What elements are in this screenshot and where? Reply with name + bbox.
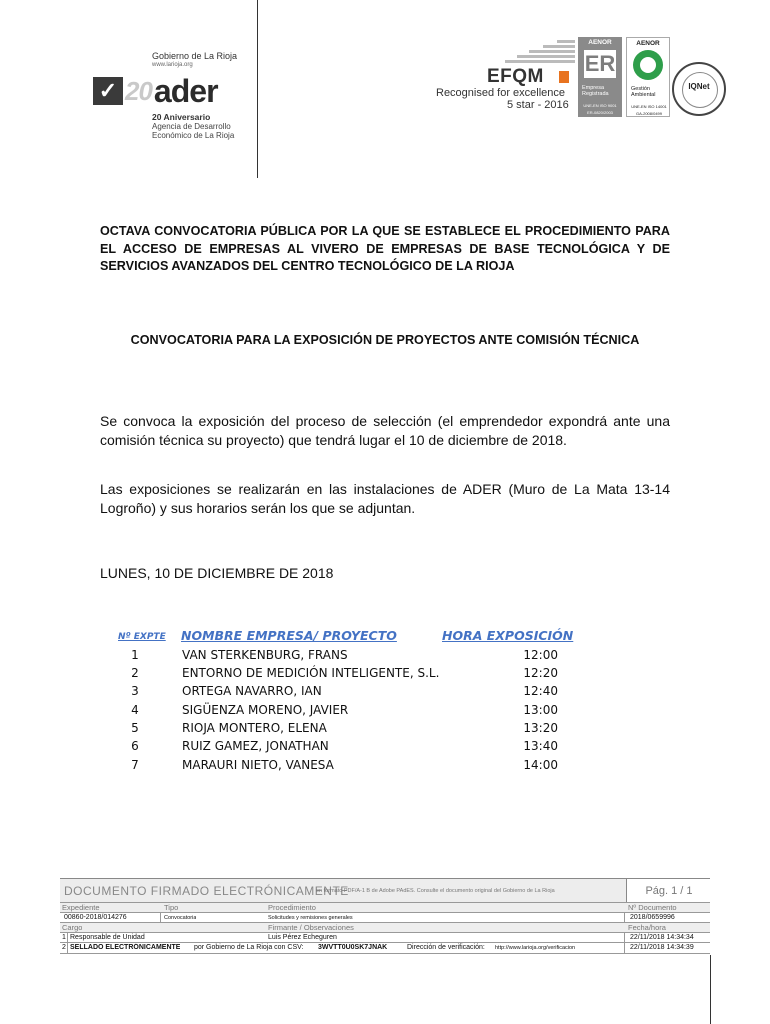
row-time: 12:40	[523, 684, 558, 698]
row-num: 5	[131, 721, 139, 735]
procedimiento-value: Solicitudes y remisiones generales	[268, 915, 353, 921]
h-expediente: Expediente	[62, 903, 100, 912]
aenor-line1: Gestión	[631, 86, 650, 92]
r2-fecha: 22/11/2018 14:34:39	[630, 944, 694, 951]
h-firmante: Firmante / Observaciones	[268, 923, 354, 932]
schedule-row	[0, 739, 770, 757]
row-time: 14:00	[523, 758, 558, 772]
h-ndoc: Nº Documento	[628, 903, 677, 912]
schedule-row	[0, 721, 770, 739]
tipo-value: Convocatoria	[164, 915, 197, 921]
aenor-line2: Ambiental	[631, 92, 656, 98]
row-time: 12:20	[523, 666, 558, 680]
aniversario: 20 Aniversario	[152, 112, 211, 122]
row-num: 3	[131, 684, 139, 698]
schedule-row	[0, 684, 770, 702]
row-time: 13:20	[523, 721, 558, 735]
r2-dir: Dirección de verificación:	[407, 944, 485, 951]
signature-row-2	[60, 942, 710, 954]
page-number: Pág. 1 / 1	[626, 879, 711, 903]
r2-sellado: SELLADO ELECTRÓNICAMENTE	[70, 944, 181, 951]
row-num: 4	[131, 703, 139, 717]
session-date: LUNES, 10 DE DICIEMBRE DE 2018	[100, 565, 334, 581]
iqnet-label: IQNet	[688, 82, 710, 91]
aenor-head: AENOR	[636, 40, 660, 47]
row-time: 13:00	[523, 703, 558, 717]
r2-num: 2	[62, 944, 66, 951]
document-title: OCTAVA CONVOCATORIA PÚBLICA POR LA QUE SE ESTABLECE EL PROCEDIMIENTO PARA EL ACCESO DE EMPRESAS AL VIVERO DE EMPRESAS DE BASE TECNOLÓGICA Y DE SERVICIOS AVANZADOS DEL CENTRO TECNOLÓGICO DE LA RIOJA	[100, 224, 670, 273]
r1-num: 1	[62, 934, 66, 941]
h-fecha: Fecha/hora	[628, 923, 666, 932]
aenor-code1: UNE-EN ISO 9001	[583, 103, 617, 108]
row-name: RIOJA MONTERO, ELENA	[182, 721, 327, 735]
header-nombre: NOMBRE EMPRESA/ PROYECTO	[181, 628, 397, 643]
aenor-line2: Registrada	[582, 91, 609, 97]
row-name: ORTEGA NAVARRO, IAN	[182, 684, 322, 698]
h-tipo: Tipo	[164, 903, 179, 912]
row-name: ENTORNO DE MEDICIÓN INTELIGENTE, S.L.	[182, 666, 440, 680]
header-hora: HORA EXPOSICIÓN	[442, 628, 574, 643]
row-name: MARAURI NIETO, VANESA	[182, 758, 334, 772]
iqnet-seal-icon	[672, 62, 726, 116]
row-time: 12:00	[523, 648, 558, 662]
row-num: 1	[131, 648, 139, 662]
efqm-logo: EFQM	[487, 66, 544, 87]
row-num: 6	[131, 739, 139, 753]
header-num-expte: Nº EXPTE	[118, 632, 166, 642]
signature-note: en formato PDF/A-1 B de Adobe PAdES. Consulte el documento original del Gobierno de La Rioja	[316, 888, 555, 894]
gobierno-url: www.larioja.org	[152, 62, 193, 68]
signature-title: DOCUMENTO FIRMADO ELECTRÓNICAMENTE	[64, 884, 349, 898]
aenor-code2: GA-2008/0499	[635, 111, 663, 116]
aenor-head: AENOR	[588, 39, 612, 46]
row-time: 13:40	[523, 739, 558, 753]
schedule-row	[0, 758, 770, 776]
efqm-stars: 5 star - 2016	[507, 99, 569, 111]
signature-side-line	[710, 955, 711, 1024]
aenor-line1: Empresa	[582, 85, 605, 91]
aenor-code1: UNE-EN ISO 14001	[631, 104, 667, 109]
schedule-row	[0, 648, 770, 666]
ader-logo	[93, 74, 218, 108]
logo-20: 20	[125, 75, 152, 106]
row-name: RUIZ GAMEZ, JONATHAN	[182, 739, 329, 753]
aenor-code2: ER-0820/2003	[587, 110, 613, 115]
paragraph-instalaciones: Las exposiciones se realizarán en las instalaciones de ADER (Muro de La Mata 13-14 Logroño) y sus horarios serán los que se adjuntan.	[100, 481, 670, 516]
document-subtitle: CONVOCATORIA PARA LA EXPOSICIÓN DE PROYECTOS ANTE COMISIÓN TÉCNICA	[130, 333, 640, 347]
logo-ader: ader	[153, 72, 218, 109]
row-num: 2	[131, 666, 139, 680]
agencia-line2: Económico de La Rioja	[152, 131, 235, 140]
r1-firmante: Luis Pérez Echeguren	[268, 934, 337, 941]
r1-fecha: 22/11/2018 14:34:34	[630, 934, 694, 941]
r2-url: http://www.larioja.org/verificacion	[495, 945, 576, 951]
paragraph-convocatoria: Se convoca la exposición del proceso de selección (el emprendedor expondrá ante una comisión técnica su proyecto) que tendrá lugar el 10 de diciembre de 2018.	[100, 413, 670, 448]
gestion-ambiental-icon	[633, 50, 663, 80]
r1-cargo: Responsable de Unidad	[70, 934, 145, 941]
header-divider	[257, 0, 258, 178]
schedule-row	[0, 666, 770, 684]
efqm-square-icon	[559, 71, 569, 83]
ndoc-value: 2018/0659996	[630, 914, 675, 921]
schedule-row	[0, 703, 770, 721]
r2-csv: 3WVTT0U0SK7JNAK	[318, 944, 388, 951]
checkmark-icon: ✓	[93, 77, 123, 105]
h-cargo: Cargo	[62, 923, 83, 932]
aenor-ga-badge	[626, 37, 670, 117]
gobierno-name: Gobierno de La Rioja	[152, 51, 238, 61]
er-icon: ER	[584, 51, 616, 76]
agencia-line1: Agencia de Desarrollo	[152, 122, 231, 131]
row-name: VAN STERKENBURG, FRANS	[182, 648, 348, 662]
expediente-value: 00860-2018/014276	[64, 914, 127, 921]
h-procedimiento: Procedimiento	[268, 903, 316, 912]
signature-block	[60, 878, 710, 957]
signature-header	[60, 878, 710, 903]
row-name: SIGÜENZA MORENO, JAVIER	[182, 703, 349, 717]
efqm-recognised: Recognised for excellence	[436, 87, 566, 99]
row-num: 7	[131, 758, 139, 772]
r2-text: por Gobierno de La Rioja con CSV:	[194, 944, 304, 951]
aenor-er-badge	[578, 37, 622, 117]
